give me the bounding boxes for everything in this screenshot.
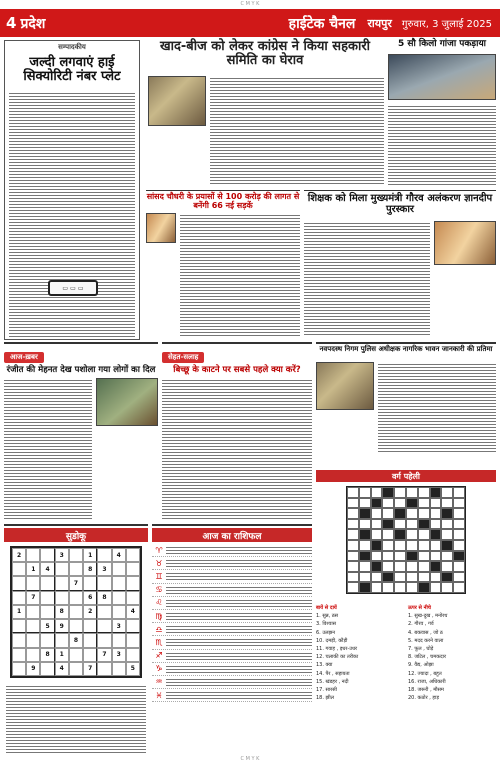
crossword-cell <box>441 508 453 519</box>
health-body <box>162 378 312 520</box>
crossword-clue: 13. क्या <box>316 662 333 669</box>
sudoku-cell <box>126 633 140 647</box>
crossword-grid <box>346 486 466 594</box>
road-story <box>146 190 300 338</box>
crossword-cell <box>430 498 442 509</box>
crossword-cell <box>371 487 383 498</box>
crossword-clue: 17. सारसी <box>316 687 337 694</box>
sudoku-cell <box>55 633 69 647</box>
sudoku-cell: 6 <box>83 591 97 605</box>
sudoku-cell <box>26 633 40 647</box>
crossword-cell <box>371 582 383 593</box>
crossword-cell <box>382 529 394 540</box>
crossword-cell <box>418 572 430 583</box>
city-name: रायपुर <box>367 16 392 30</box>
sudoku-cell: 4 <box>40 562 54 576</box>
crossword-cell <box>406 487 418 498</box>
sudoku-cell <box>126 619 140 633</box>
sudoku-cell <box>97 662 111 676</box>
crossword-cell <box>394 508 406 519</box>
rashifal-text <box>166 624 312 634</box>
crossword-cell <box>382 572 394 583</box>
zodiac-icon: ♉ <box>155 558 163 568</box>
sudoku-cell <box>97 548 111 562</box>
rashifal-text <box>166 571 312 581</box>
rashifal-row <box>152 636 312 649</box>
number-plate-icon: ▭ ▭ ▭ <box>48 280 98 296</box>
rashifal-row <box>152 570 312 583</box>
crossword-cell <box>382 498 394 509</box>
zodiac-icon: ♒ <box>155 677 163 687</box>
zodiac-icon: ♋ <box>155 585 163 595</box>
zodiac-icon: ♎ <box>155 624 163 634</box>
sudoku-cell <box>126 591 140 605</box>
rashifal-section <box>152 524 312 756</box>
rashifal-text <box>166 651 312 661</box>
sudoku-cell: 2 <box>83 605 97 619</box>
cmyk-footmark: C M Y K <box>240 756 260 762</box>
crossword-clue: 1. सुख-दुख , मनोरथ <box>408 613 448 620</box>
sudoku-cell <box>97 576 111 590</box>
crossword-cell <box>418 582 430 593</box>
crossword-cell <box>453 487 465 498</box>
crossword-cell <box>347 551 359 562</box>
sudoku-cell <box>69 562 83 576</box>
rajnandgaon-story <box>316 342 496 454</box>
sudoku-cell <box>112 633 126 647</box>
rashifal-row <box>152 544 312 557</box>
sudoku-cell <box>112 591 126 605</box>
crossword-cell <box>441 529 453 540</box>
crossword-cell <box>441 572 453 583</box>
crossword-clues-across <box>316 604 404 756</box>
road-body <box>180 213 300 337</box>
cmyk-topmark: C M Y K <box>240 1 260 7</box>
ganja-headline: 5 सौ किलो गांजा पकड़ाया <box>397 39 486 49</box>
crossword-cell <box>406 561 418 572</box>
zodiac-icon: ♌ <box>155 598 163 608</box>
sudoku-cell: 3 <box>112 648 126 662</box>
sudoku-cell: 3 <box>55 548 69 562</box>
sudoku-cell <box>40 576 54 590</box>
sudoku-cell <box>83 576 97 590</box>
crossword-cell <box>359 529 371 540</box>
crossword-clue: 4. बकवास , जो ठ <box>408 629 443 636</box>
zodiac-icon: ♐ <box>155 651 163 661</box>
sudoku-cell <box>112 562 126 576</box>
crossword-cell <box>347 572 359 583</box>
sudoku-cell <box>12 576 26 590</box>
crossword-cell <box>347 498 359 509</box>
sudoku-grid <box>10 546 142 678</box>
crossword-cell <box>359 487 371 498</box>
sudoku-cell: 3 <box>97 562 111 576</box>
rajnandgaon-body <box>378 362 496 454</box>
crossword-cell <box>453 529 465 540</box>
brand-name: हाईटेक चैनल <box>288 15 356 32</box>
rashifal-text <box>166 690 312 700</box>
rashifal-row <box>152 623 312 636</box>
teacher-photo <box>434 221 496 265</box>
rashifal-row <box>152 689 312 702</box>
crossword-cell <box>441 582 453 593</box>
sudoku-cell <box>69 619 83 633</box>
crossword-cell <box>371 551 383 562</box>
sudoku-cell <box>26 648 40 662</box>
crossword-cell <box>430 487 442 498</box>
ganja-body <box>388 104 496 186</box>
sudoku-cell <box>126 548 140 562</box>
crossword-clue: 9. वैद्य, ओझा <box>408 662 434 669</box>
crossword-cell <box>406 582 418 593</box>
crossword-cell <box>453 540 465 551</box>
crossword-cell <box>371 529 383 540</box>
crossword-cell <box>441 561 453 572</box>
crossword-clue: 10. दमड़ी, कौड़ी <box>316 637 348 644</box>
sudoku-cell <box>83 633 97 647</box>
crossword-cell <box>394 540 406 551</box>
crossword-cell <box>441 519 453 530</box>
crossword-cell <box>371 561 383 572</box>
crossword-cell <box>406 540 418 551</box>
crossword-cell <box>453 508 465 519</box>
crossword-cell <box>406 498 418 509</box>
sudoku-cell: 7 <box>26 591 40 605</box>
teacher-headline: शिक्षक को मिला मुख्यमंत्री गौरव अलंकरण ज्ञानदीप पुरस्कार <box>307 193 493 215</box>
rashifal-text <box>166 545 312 555</box>
sudoku-cell <box>12 619 26 633</box>
crossword-cell <box>371 498 383 509</box>
crossword-cell <box>394 582 406 593</box>
crossword-cell <box>359 572 371 583</box>
rashifal-row <box>152 597 312 610</box>
crossword-cell <box>441 551 453 562</box>
crossword-cell <box>394 572 406 583</box>
crossword-cell <box>441 487 453 498</box>
crossword-clue: 8. जटिल , चमकदार <box>408 654 447 661</box>
sudoku-cell <box>12 648 26 662</box>
rajnandgaon-headline: नवपदस्थ निगम पुलिस अधीक्षक नागरिक भावन जानकारी की प्रतिमा <box>319 345 493 353</box>
lead-body <box>210 76 384 184</box>
crossword-cell <box>418 551 430 562</box>
crossword-cell <box>394 498 406 509</box>
sudoku-cell <box>55 576 69 590</box>
editorial-headline: जल्दी लगवाएं हाई सिक्योरिटी नंबर प्लेट <box>23 55 121 85</box>
lead-headline: खाद-बीज को लेकर कांग्रेस ने किया सहकारी समिति का घेराव <box>159 39 371 69</box>
crossword-cell <box>394 551 406 562</box>
crossword-clue: 18. झील <box>316 695 335 702</box>
aaj-khabar-photo <box>96 378 158 426</box>
sudoku-cell <box>12 633 26 647</box>
crossword-cell <box>453 582 465 593</box>
rashifal-row <box>152 610 312 623</box>
sudoku-cell <box>55 562 69 576</box>
crossword-cell <box>406 551 418 562</box>
crossword-cell <box>418 487 430 498</box>
sudoku-label: सुडोकू <box>4 528 148 542</box>
sudoku-instructions <box>6 684 146 754</box>
crossword-cell <box>371 508 383 519</box>
sudoku-cell <box>83 619 97 633</box>
rashifal-text <box>166 598 312 608</box>
crossword-cell <box>347 508 359 519</box>
crossword-clue: 16. राजा, अधिकारी <box>408 678 446 685</box>
crossword-clue: 1. सुन्न, ठस <box>316 613 339 620</box>
crossword-clues-down <box>408 604 496 756</box>
sudoku-cell: 1 <box>83 548 97 562</box>
crossword-label: वर्ग पहेली <box>316 470 496 482</box>
crossword-cell <box>418 561 430 572</box>
sudoku-cell <box>97 619 111 633</box>
crossword-clue: 20. कठोर , हाड़ <box>408 695 440 702</box>
crossword-cell <box>394 487 406 498</box>
crossword-clue: 7. फूल , घोड़े <box>408 646 434 653</box>
crossword-cell <box>371 572 383 583</box>
crossword-clue: 15. खंडहर , नदी <box>316 678 349 685</box>
crossword-cell <box>382 508 394 519</box>
section-title: प्रदेश <box>20 15 46 32</box>
sudoku-cell <box>112 662 126 676</box>
crossword-cell <box>430 519 442 530</box>
sudoku-cell: 4 <box>126 605 140 619</box>
crossword-section <box>316 470 496 600</box>
sudoku-cell <box>69 662 83 676</box>
crossword-cell <box>441 540 453 551</box>
sudoku-cell: 7 <box>97 648 111 662</box>
rashifal-text <box>166 637 312 647</box>
sudoku-cell: 8 <box>55 605 69 619</box>
crossword-cell <box>359 551 371 562</box>
sudoku-cell <box>126 576 140 590</box>
crossword-cell <box>382 519 394 530</box>
crossword-cell <box>359 508 371 519</box>
crossword-cell <box>430 582 442 593</box>
sudoku-cell <box>12 662 26 676</box>
sudoku-cell <box>126 648 140 662</box>
aaj-khabar-headline: रंजीत की मेहनत देख पशोला गया लोगों का दिल <box>6 365 156 375</box>
rashifal-row <box>152 584 312 597</box>
crossword-clue: ऊपर से नीचे <box>408 605 431 611</box>
crossword-clue: 5. मदद करने वाला <box>408 637 444 644</box>
road-photo <box>146 213 176 243</box>
crossword-cell <box>382 561 394 572</box>
crossword-cell <box>394 561 406 572</box>
sudoku-cell <box>69 591 83 605</box>
sudoku-cell <box>69 605 83 619</box>
sudoku-cell <box>40 633 54 647</box>
crossword-cell <box>453 572 465 583</box>
health-story <box>162 342 312 520</box>
crossword-cell <box>382 582 394 593</box>
sudoku-cell: 1 <box>26 562 40 576</box>
sudoku-cell: 8 <box>69 633 83 647</box>
lead-photo <box>148 76 206 126</box>
zodiac-icon: ♍ <box>155 611 163 621</box>
crossword-clue: 12. चलाकी का तरीका <box>316 654 359 661</box>
teacher-body <box>304 221 430 337</box>
sudoku-cell <box>126 562 140 576</box>
crossword-cell <box>347 561 359 572</box>
sudoku-cell: 7 <box>83 662 97 676</box>
zodiac-icon: ♊ <box>155 571 163 581</box>
sudoku-cell: 3 <box>112 619 126 633</box>
crossword-cell <box>453 551 465 562</box>
sudoku-cell <box>40 591 54 605</box>
crossword-cell <box>394 529 406 540</box>
crossword-cell <box>359 498 371 509</box>
aaj-khabar-story <box>4 342 158 520</box>
sudoku-cell <box>40 548 54 562</box>
crossword-cell <box>347 540 359 551</box>
rashifal-text <box>166 585 312 595</box>
rashifal-row <box>152 650 312 663</box>
crossword-cell <box>430 529 442 540</box>
zodiac-icon: ♓ <box>155 690 163 700</box>
crossword-cell <box>394 519 406 530</box>
masthead <box>0 9 500 37</box>
sudoku-cell <box>112 605 126 619</box>
crossword-cell <box>359 582 371 593</box>
sudoku-cell <box>12 591 26 605</box>
crossword-cell <box>418 508 430 519</box>
issue-date: गुरुवार, 3 जुलाई 2025 <box>401 19 492 30</box>
crossword-cell <box>347 519 359 530</box>
sudoku-section <box>4 524 148 756</box>
crossword-clue: 6. उलझन <box>316 629 336 636</box>
aaj-khabar-label: आज-ख़बर <box>4 352 44 363</box>
rashifal-label: आज का राशिफल <box>152 528 312 542</box>
rashifal-list <box>152 544 312 756</box>
crossword-cell <box>418 529 430 540</box>
ganja-story <box>388 40 496 188</box>
sudoku-cell: 4 <box>55 662 69 676</box>
sudoku-cell: 4 <box>112 548 126 562</box>
sudoku-cell <box>26 605 40 619</box>
road-headline: सांसद चौधरी के प्रयासों से 100 करोड़ की लागत से बनेंगी 66 नई सड़कें <box>146 192 300 210</box>
crossword-cell <box>430 551 442 562</box>
sudoku-cell <box>26 619 40 633</box>
rashifal-row <box>152 663 312 676</box>
rashifal-text <box>166 677 312 687</box>
crossword-cell <box>371 519 383 530</box>
sudoku-cell: 1 <box>55 648 69 662</box>
rashifal-text <box>166 558 312 568</box>
crossword-cell <box>382 540 394 551</box>
page-number: 4 <box>6 14 17 32</box>
sudoku-cell <box>97 605 111 619</box>
crossword-cell <box>347 529 359 540</box>
ganja-photo <box>388 54 496 100</box>
crossword-cell <box>418 519 430 530</box>
crossword-cell <box>430 572 442 583</box>
sudoku-cell <box>97 633 111 647</box>
rashifal-text <box>166 664 312 674</box>
crossword-cell <box>453 561 465 572</box>
crossword-cell <box>441 498 453 509</box>
sudoku-cell <box>55 591 69 605</box>
zodiac-icon: ♑ <box>155 664 163 674</box>
crossword-cell <box>406 529 418 540</box>
crossword-cell <box>406 572 418 583</box>
crossword-cell <box>359 561 371 572</box>
sudoku-cell <box>12 562 26 576</box>
sudoku-cell: 8 <box>97 591 111 605</box>
sudoku-cell <box>69 648 83 662</box>
rashifal-row <box>152 676 312 689</box>
sudoku-cell <box>40 605 54 619</box>
rashifal-row <box>152 557 312 570</box>
sudoku-cell: 5 <box>126 662 140 676</box>
rajnandgaon-photo <box>316 362 374 410</box>
sudoku-cell <box>83 648 97 662</box>
crossword-cell <box>382 551 394 562</box>
sudoku-cell <box>26 548 40 562</box>
crossword-cell <box>453 498 465 509</box>
sudoku-cell <box>26 576 40 590</box>
sudoku-cell <box>69 548 83 562</box>
lead-story <box>146 40 384 188</box>
crossword-cell <box>371 540 383 551</box>
sudoku-cell: 9 <box>55 619 69 633</box>
crossword-cell <box>406 508 418 519</box>
crossword-clues <box>316 604 496 756</box>
sudoku-cell: 7 <box>69 576 83 590</box>
zodiac-icon: ♏ <box>155 637 163 647</box>
crossword-clue: बायें से दायें <box>316 605 337 611</box>
health-label: सेहत-सलाह <box>162 352 204 363</box>
plate-illustration <box>18 280 128 300</box>
sudoku-cell: 2 <box>12 548 26 562</box>
sudoku-cell: 5 <box>40 619 54 633</box>
crossword-cell <box>430 508 442 519</box>
sudoku-cell: 1 <box>12 605 26 619</box>
crossword-clue: 14. पैर , सहायता <box>316 670 350 677</box>
health-headline: बिच्छू के काटने पर सबसे पहले क्या करें? <box>173 365 301 375</box>
rashifal-text <box>166 611 312 621</box>
sudoku-cell: 8 <box>40 648 54 662</box>
crossword-cell <box>418 540 430 551</box>
crossword-cell <box>347 582 359 593</box>
sudoku-cell: 8 <box>83 562 97 576</box>
crossword-clue: 2. गौरव , गर्व <box>408 621 434 628</box>
sudoku-cell: 9 <box>26 662 40 676</box>
sudoku-cell <box>40 662 54 676</box>
crossword-cell <box>418 498 430 509</box>
crossword-cell <box>430 540 442 551</box>
crossword-clue: 12. ज्यादा , बहुत <box>408 670 442 677</box>
crossword-cell <box>347 487 359 498</box>
crossword-cell <box>430 561 442 572</box>
crossword-clue: 18. जरूरी , मौसम <box>408 687 444 694</box>
crossword-cell <box>406 519 418 530</box>
crossword-cell <box>453 519 465 530</box>
crossword-cell <box>359 519 371 530</box>
editorial-label: सम्पादकीय <box>58 43 86 51</box>
crossword-clue: 11. गवाह , इधर-उधर <box>316 646 358 653</box>
crossword-cell <box>359 540 371 551</box>
zodiac-icon: ♈ <box>155 545 163 555</box>
crossword-cell <box>382 487 394 498</box>
aaj-khabar-body <box>4 378 92 520</box>
crossword-clue: 3. विश्वास <box>316 621 337 628</box>
sudoku-cell <box>112 576 126 590</box>
teacher-story <box>304 190 496 338</box>
